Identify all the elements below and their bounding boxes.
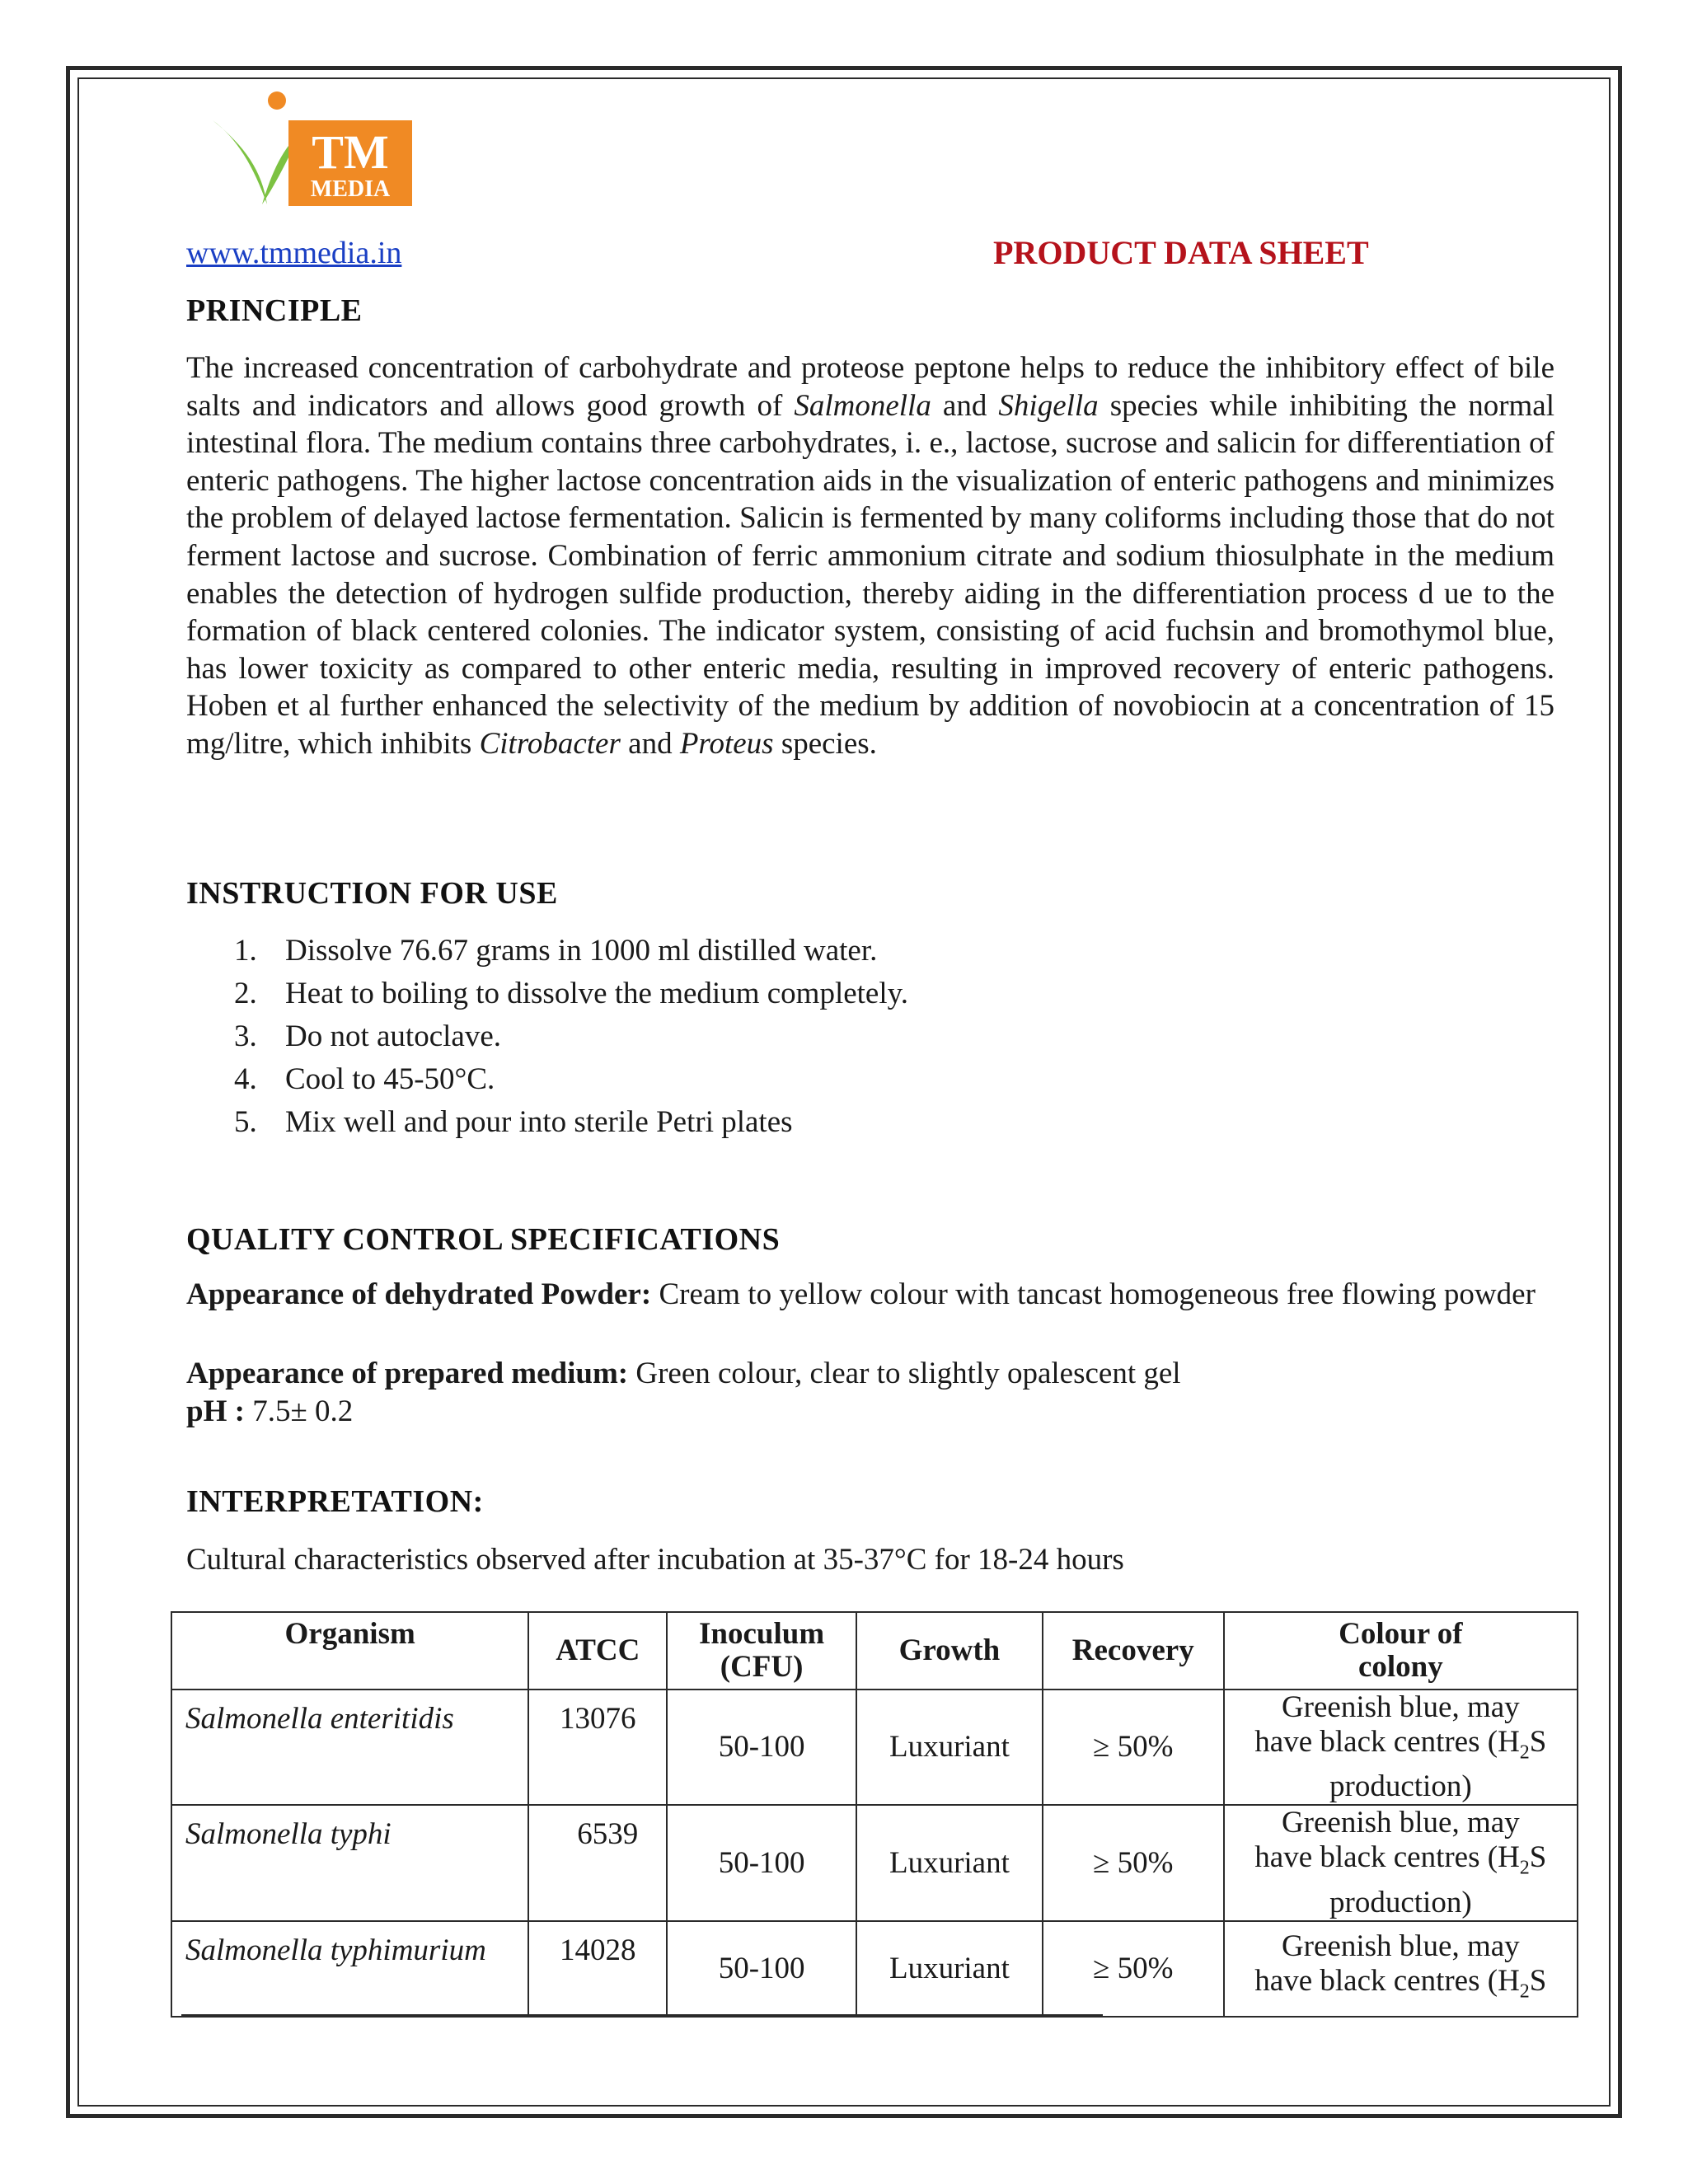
cell-inoculum: 50-100: [667, 1921, 856, 2017]
col-header-growth: Growth: [856, 1612, 1043, 1690]
colour-line: have black centres (H: [1254, 1840, 1520, 1875]
colour-line: S: [1529, 1963, 1547, 1998]
step-text: Dissolve 76.67 grams in 1000 ml distilled water.: [285, 934, 878, 968]
cell-colour: [1224, 1921, 1578, 2017]
colour-subscript: 2: [1519, 1741, 1530, 1764]
colour-line: Greenish blue, may: [1281, 1690, 1520, 1724]
colour-subscript: 2: [1519, 1980, 1530, 2002]
interpretation-heading: INTERPRETATION:: [186, 1484, 484, 1519]
colour-line: Greenish blue, may: [1281, 1929, 1520, 1963]
cell-growth: Luxuriant: [856, 1690, 1043, 1805]
tm-media-logo: [204, 89, 419, 211]
qc-powder: [186, 1276, 1554, 1314]
cell-organism: Salmonella typhimurium: [171, 1921, 528, 2017]
cell-atcc: 13076: [528, 1690, 667, 1805]
cell-growth: Luxuriant: [856, 1921, 1043, 2017]
principle-text: species.: [773, 726, 877, 761]
logo-text-media: MEDIA: [310, 176, 391, 202]
step-number: 5.: [234, 1105, 257, 1139]
cell-colour: [1224, 1690, 1578, 1805]
principle-italic-shigella: Shigella: [998, 388, 1099, 423]
instruction-step: [234, 1101, 908, 1144]
instruction-step: [234, 930, 908, 972]
cell-inoculum: 50-100: [667, 1805, 856, 1920]
qc-powder-label: Appearance of dehydrated Powder:: [186, 1277, 652, 1311]
cell-organism: Salmonella enteritidis: [171, 1690, 528, 1805]
step-number: 1.: [234, 934, 257, 968]
cell-inoculum: 50-100: [667, 1690, 856, 1805]
qc-ph-label: pH :: [186, 1394, 245, 1428]
colour-line: S: [1529, 1725, 1547, 1759]
col-header-inoculum-line1: Inoculum: [699, 1617, 825, 1651]
step-text: Cool to 45-50°C.: [285, 1062, 495, 1096]
instruction-step: [234, 972, 908, 1015]
col-header-organism: Organism: [171, 1612, 528, 1690]
principle-heading: PRINCIPLE: [186, 293, 363, 328]
step-text: Do not autoclave.: [285, 1019, 501, 1053]
principle-paragraph: [186, 349, 1554, 763]
cell-growth: Luxuriant: [856, 1805, 1043, 1920]
results-table: [171, 1611, 1578, 2018]
step-number: 3.: [234, 1019, 257, 1053]
colour-line: Greenish blue, may: [1281, 1806, 1520, 1840]
col-header-inoculum-line2: (CFU): [720, 1650, 804, 1684]
interpretation-intro: Cultural characteristics observed after incubation at 35-37°C for 18-24 hours: [186, 1543, 1124, 1577]
cell-recovery: ≥ 50%: [1043, 1690, 1224, 1805]
footnote-rule: [181, 2014, 1103, 2016]
instruction-steps: [234, 930, 908, 1144]
col-header-colour-line2: colony: [1357, 1650, 1443, 1684]
table-row: [171, 1690, 1578, 1805]
colour-subscript: 2: [1519, 1857, 1530, 1879]
instruction-step: [234, 1058, 908, 1101]
colour-line: production): [1329, 1769, 1472, 1804]
step-text: Heat to boiling to dissolve the medium completely.: [285, 977, 908, 1010]
col-header-recovery: Recovery: [1043, 1612, 1224, 1690]
cell-atcc: 6539: [528, 1805, 667, 1920]
cell-recovery: ≥ 50%: [1043, 1805, 1224, 1920]
cell-colour: [1224, 1805, 1578, 1920]
qc-medium: [186, 1355, 1554, 1393]
step-text: Mix well and pour into sterile Petri plates: [285, 1105, 793, 1139]
qc-ph: [186, 1393, 1554, 1431]
page-title: PRODUCT DATA SHEET: [993, 234, 1369, 271]
qc-ph-value: 7.5± 0.2: [244, 1394, 354, 1428]
qc-medium-label: Appearance of prepared medium:: [186, 1357, 629, 1390]
principle-text: species while inhibiting the normal intestinal flora. The medium contains three carbohydrates, i. e., lactose, sucrose and salicin for differentiation of enteric pathogens. The higher lactose concentration aids in the visualization of enteric pathogens and minimizes the problem of delayed lactose fermentation. Salicin is fermented by many coliforms including those that do not ferment lactose and sucrose. Combination of ferric ammonium citrate and sodium thiosulphate in the medium enables the detection of hydrogen sulfide production, thereby aiding in the differentiation process d ue to the formation of black centered colonies. The indicator system, consisting of acid fuchsin and bromothymol blue, has lower toxicity as compared to other enteric media, resulting in improved recovery of enteric pathogens. Hoben et al further enhanced the selectivity of the medium by addition of novobiocin at a concentration of 15 mg/litre, which inhibits: [186, 388, 1554, 761]
qc-medium-value: Green colour, clear to slightly opalescent gel: [628, 1357, 1181, 1390]
instruction-step: [234, 1015, 908, 1058]
col-header-inoculum: [667, 1612, 856, 1690]
step-number: 4.: [234, 1062, 257, 1096]
table-row: [171, 1921, 1578, 2017]
col-header-colour-line1: Colour of: [1339, 1617, 1463, 1651]
principle-italic-salmonella: Salmonella: [794, 388, 931, 423]
website-link[interactable]: www.tmmedia.in: [186, 236, 402, 270]
principle-text: The increased concentration of carbohydrate and proteose peptone helps to reduce the inhibitory effect of bile salts and indicators and allows good growth of: [186, 351, 1554, 423]
logo-text-tm: TM: [312, 125, 389, 179]
cell-organism: Salmonella typhi: [171, 1805, 528, 1920]
colour-line: have black centres (H: [1254, 1963, 1520, 1998]
table-header-row: [171, 1612, 1578, 1690]
colour-line: S: [1529, 1840, 1547, 1875]
step-number: 2.: [234, 977, 257, 1010]
col-header-atcc: ATCC: [528, 1612, 667, 1690]
cell-atcc: 14028: [528, 1921, 667, 2017]
qc-powder-value: Cream to yellow colour with tancast homogeneous free flowing powder: [651, 1277, 1536, 1311]
principle-text: and: [620, 726, 680, 761]
principle-italic-citrobacter: Citrobacter: [479, 726, 621, 761]
principle-italic-proteus: Proteus: [679, 726, 774, 761]
colour-line: production): [1329, 1885, 1472, 1919]
colour-line: have black centres (H: [1254, 1725, 1520, 1759]
col-header-colour: [1224, 1612, 1578, 1690]
table-row: [171, 1805, 1578, 1920]
principle-text: and: [931, 388, 999, 423]
qc-heading: QUALITY CONTROL SPECIFICATIONS: [186, 1222, 781, 1257]
cell-recovery: ≥ 50%: [1043, 1921, 1224, 2017]
instructions-heading: INSTRUCTION FOR USE: [186, 876, 558, 911]
